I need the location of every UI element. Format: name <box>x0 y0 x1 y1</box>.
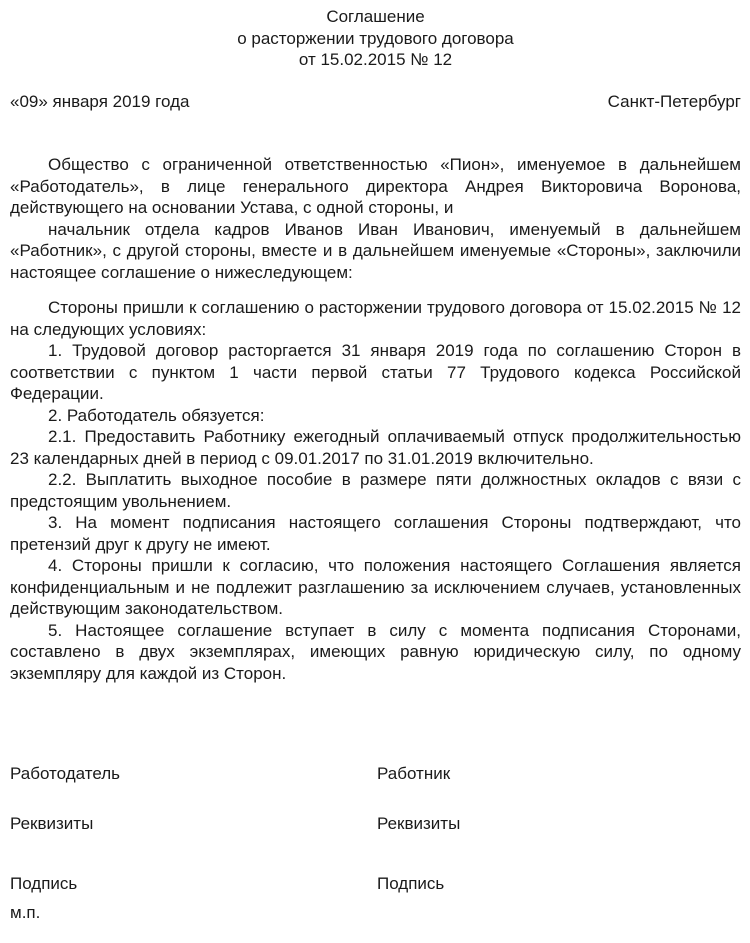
terms-paragraph-1: 1. Трудовой договор расторгается 31 января 2019 года по соглашению Сторон в соответствии с пунктом 1 части первой статьи 77 Трудового кодекса Российской Федерации. <box>10 341 741 403</box>
document-title <box>10 6 741 71</box>
terms-paragraph-5: 5. Настоящее соглашение вступает в силу с момента подписания Сторонами, составлено в двух экземплярах, имеющих равную юридическую силу, по одному экземпляру для каждой из Сторон. <box>10 620 741 683</box>
employer-requisites-label: Реквизиты <box>10 814 94 833</box>
document-body <box>10 154 741 684</box>
terms-paragraph-4: 4. Стороны пришли к согласию, что положения настоящего Соглашения является конфиденциальным и не подлежит разглашению за исключением случаев, установленных действующим законодательством. <box>10 556 741 618</box>
terms-paragraph-2-2: 2.2. Выплатить выходное пособие в размере пяти должностных окладов с вязи с предстоящим увольнением. <box>10 470 741 511</box>
signature-seal-row <box>10 902 741 924</box>
employee-requisites-label: Реквизиты <box>377 814 461 833</box>
signature-requisites-row <box>10 813 741 835</box>
document-city: Санкт-Петербург <box>607 91 741 111</box>
signature-roles-row <box>10 763 741 785</box>
terms-paragraph-2-1: 2.1. Предоставить Работнику ежегодный оплачиваемый отпуск продолжительностью 23 календарных дней в период с 09.01.2017 по 31.01.2019 включительно. <box>10 427 741 468</box>
signature-sign-row <box>10 873 741 895</box>
terms-paragraph-preamble: Стороны пришли к соглашению о расторжении трудового договора от 15.02.2015 № 12 на следующих условиях: <box>10 298 741 339</box>
terms-paragraph-2: 2. Работодатель обязуется: <box>48 405 265 425</box>
signatures-section <box>10 763 741 924</box>
preamble-section <box>10 154 741 283</box>
terms-section <box>10 297 741 684</box>
employer-signature-label: Подпись <box>10 874 78 893</box>
employee-seal-placeholder <box>377 902 741 924</box>
employee-role-label: Работник <box>377 764 451 783</box>
document-date: «09» января 2019 года <box>10 91 190 111</box>
employer-role-label: Работодатель <box>10 764 120 783</box>
intro-paragraph-employee: начальник отдела кадров Иванов Иван Иванович, именуемый в дальнейшем «Работник», с другой стороны, вместе и в дальнейшем именуемые «Стороны», заключили настоящее соглашение о нижеследующем: <box>10 219 741 282</box>
dateline <box>10 91 741 113</box>
employee-signature-label: Подпись <box>377 874 445 893</box>
title-line-1: Соглашение <box>326 7 425 26</box>
terms-paragraph-3: 3. На момент подписания настоящего соглашения Стороны подтверждают, что претензий друг к другу не имеют. <box>10 513 741 554</box>
title-line-2: о расторжении трудового договора <box>237 28 514 48</box>
title-line-3: от 15.02.2015 № 12 <box>298 50 453 69</box>
intro-paragraph-employer: Общество с ограниченной ответственностью «Пион», именуемое в дальнейшем «Работодатель», в лице генерального директора Андрея Викторовича Воронова, действующего на основании Устава, с одной стороны, и <box>10 155 741 217</box>
employer-seal-label: м.п. <box>10 903 41 922</box>
